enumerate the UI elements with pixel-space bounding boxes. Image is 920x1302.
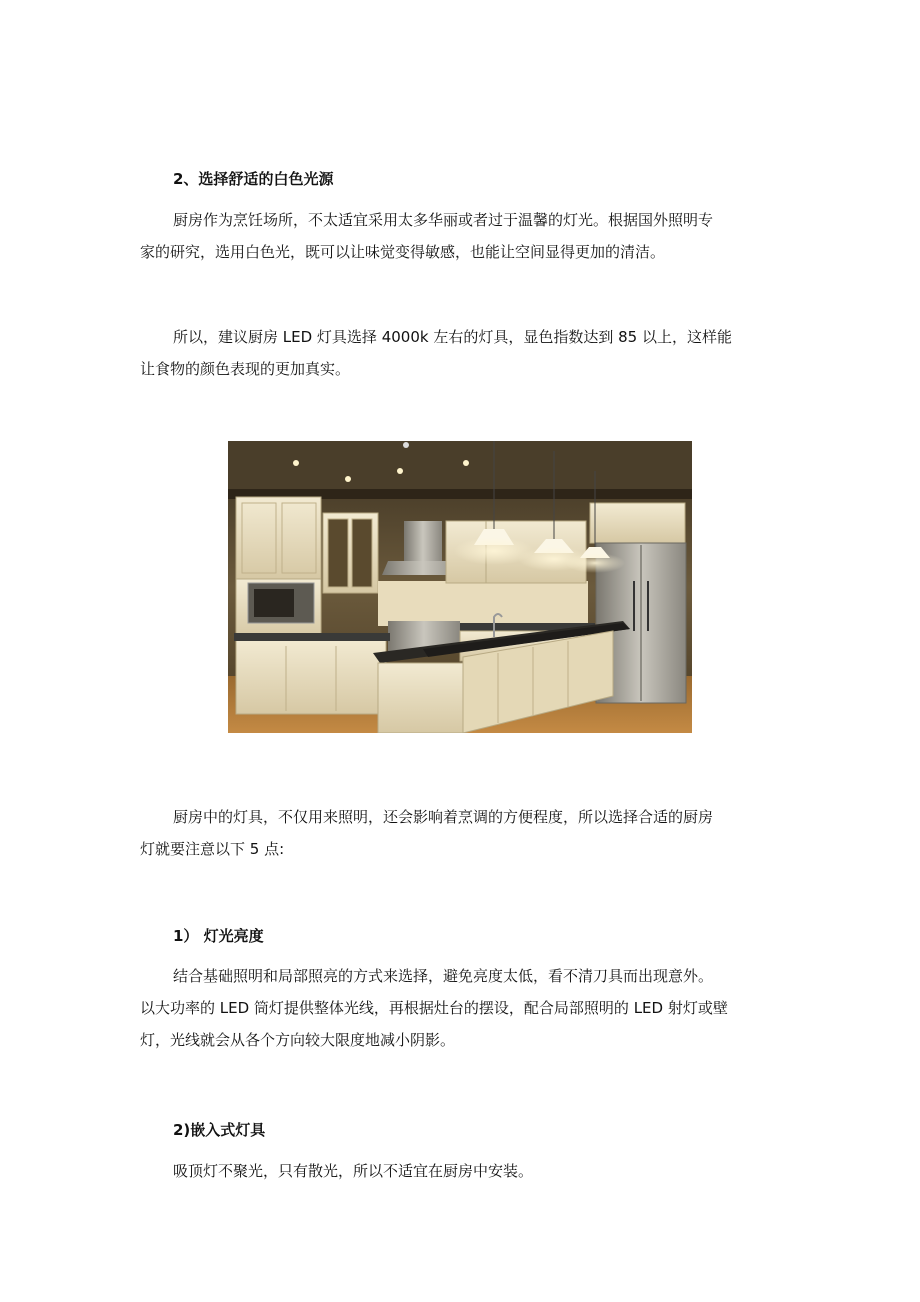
item-heading-recessed: 2)嵌入式灯具 — [173, 1121, 266, 1139]
paragraph-led-recommendation — [140, 321, 782, 385]
paragraph-line: 所以，建议厨房 LED 灯具选择 4000k 左右的灯具，显色指数达到 85 以上，这样能 — [173, 328, 732, 346]
paragraph-line: 以大功率的 LED 筒灯提供整体光线，再根据灶台的摆设，配合局部照明的 LED 射灯或壁 — [140, 999, 728, 1017]
paragraph-line: 厨房作为烹饪场所，不太适宜采用太多华丽或者过于温馨的灯光。根据国外照明专 — [173, 211, 714, 229]
paragraph-recessed — [140, 1155, 782, 1187]
paragraph-line: 吸顶灯不聚光，只有散光，所以不适宜在厨房中安装。 — [173, 1162, 534, 1180]
kitchen-photo — [228, 441, 692, 733]
paragraph-line: 灯，光线就会从各个方向较大限度地减小阴影。 — [140, 1031, 456, 1049]
paragraph-line: 家的研究，选用白色光，既可以让味觉变得敏感，也能让空间显得更加的清洁。 — [140, 243, 666, 261]
paragraph-brightness — [140, 960, 782, 1056]
paragraph-line: 厨房中的灯具，不仅用来照明，还会影响着烹调的方便程度，所以选择合适的厨房 — [173, 808, 714, 826]
paragraph-line: 灯就要注意以下 5 点: — [140, 840, 285, 858]
paragraph-line: 让食物的颜色表现的更加真实。 — [140, 360, 351, 378]
item-heading-brightness: 1） 灯光亮度 — [173, 927, 264, 945]
section-heading-white-light: 2、选择舒适的白色光源 — [173, 170, 334, 188]
paragraph-kitchen-light-intro — [140, 204, 782, 268]
paragraph-line: 结合基础照明和局部照亮的方式来选择，避免亮度太低，看不清刀具而出现意外。 — [173, 967, 714, 985]
paragraph-five-points-intro — [140, 801, 782, 865]
